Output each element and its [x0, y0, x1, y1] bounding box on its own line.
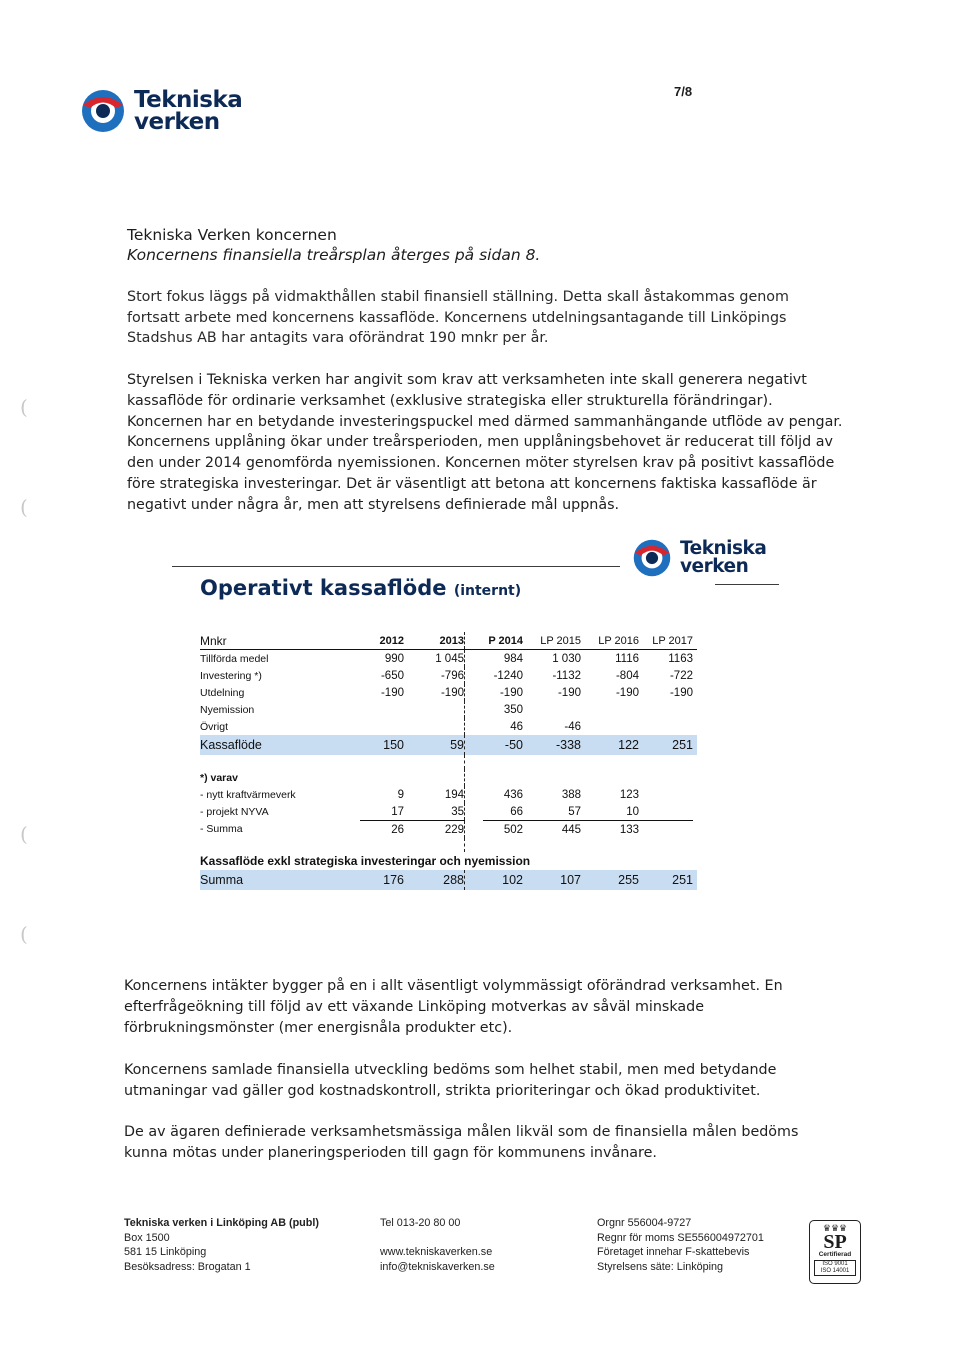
table-cell: -722: [669, 669, 693, 682]
scan-margin-mark: (: [20, 395, 28, 419]
table-cell: 1116: [615, 652, 639, 665]
column-header: LP 2016: [581, 632, 639, 650]
table-cell: 251: [639, 870, 693, 890]
row-label: - nytt kraftvärmeverk: [200, 788, 296, 801]
slide-logo-line-2: verken: [680, 556, 749, 577]
table-cell: -804: [615, 669, 639, 682]
footer-tax: Företaget innehar F-skattebevis: [597, 1246, 750, 1259]
table-cell: 10: [581, 803, 639, 821]
table-cell: [581, 769, 639, 786]
footer-address: [124, 1216, 319, 1274]
logo-mark-icon: [80, 88, 126, 134]
cert-mark: SP: [823, 1231, 847, 1253]
scan-margin-mark: (: [20, 822, 28, 846]
table-cell: [523, 769, 581, 786]
table-cell: [639, 718, 693, 735]
row-label: *) varav: [200, 771, 238, 784]
row-label: - projekt NYVA: [200, 805, 269, 818]
table-cell: [483, 769, 523, 786]
table-cell: 26: [391, 823, 404, 836]
company-logo: [80, 88, 242, 134]
logo-mark-icon: [632, 538, 672, 578]
paragraph-4: Koncernens samlade finansiella utveckling bedöms som helhet stabil, men med betydande utmaningar vad gäller god kostnadskontroll, strikta prioriteringar och ökad produktivitet.: [124, 1062, 777, 1099]
table-cell: 133: [619, 823, 639, 836]
table-cell: -190: [557, 686, 581, 699]
table-row: [200, 803, 697, 821]
paragraph-5: De av ägaren definierade verksamhetsmässiga målen likväl som de finansiella målen bedöms kunna mötas under planeringsperioden till gagn för kommunens invånare.: [124, 1124, 799, 1161]
cert-iso-box: [814, 1260, 856, 1276]
row-label: Nyemission: [200, 703, 255, 716]
sp-certification-badge: [809, 1220, 861, 1284]
footer-contact: [380, 1216, 495, 1274]
table-cell: 502: [503, 823, 523, 836]
logo-line-2: verken: [134, 109, 220, 135]
table-cell: [639, 821, 693, 839]
crown-icon: ♛♛♛: [822, 1223, 848, 1233]
table-cell: 102: [483, 870, 523, 890]
table-cell: -650: [380, 669, 404, 682]
table-cell: [404, 769, 465, 786]
table-cell: 123: [619, 788, 639, 801]
footer-company: Tekniska verken i Linköping AB (publ): [124, 1217, 319, 1229]
table-row: [200, 786, 697, 803]
summary-row: [200, 870, 697, 890]
table-cell: [360, 769, 404, 786]
table-cell: [639, 803, 693, 821]
table-row: [200, 718, 697, 735]
slide-logo-line-1: Tekniska: [680, 538, 767, 559]
table-cell: 1 030: [552, 652, 581, 665]
table-cell: -338: [523, 735, 581, 755]
table-cell: 59: [404, 735, 465, 755]
column-header: P 2014: [483, 632, 523, 650]
paragraph-2: Styrelsen i Tekniska verken har angivit som krav att verksamheten inte skall generera negativt kassaflöde för ordinarie verksamhet (exklusive strategiska eller strukturella förändringar). Koncernen har en betydande investeringspuckel med därmed sammanhängande utflöde av pengar. Koncernens upplåning ökar under treårsperioden, men upplåningsbehovet är reducerat till följd av den under 2014 genomförda nyemissionen. Koncernen möter styrelsen krav på positivt kassaflöde före strategiska investeringar. Det är väsentligt att betona att koncernens faktiska kassaflöde är negativt under några år, men att styrelsens definierade mål uppnås.: [127, 372, 843, 513]
scan-margin-mark: (: [20, 495, 28, 519]
footer-orgnr: Orgnr 556004-9727: [597, 1217, 692, 1229]
paragraph-3: Koncernens intäkter bygger på en i allt väsentligt volymmässigt oförändrad verksamhet. En efterfrågeökning till följd av ett växande Linköping motverkas av såväl minskade förbrukningsmönster (mer energisnåla produkter etc).: [124, 978, 783, 1036]
table-row: [200, 735, 697, 755]
heading-title: Tekniska Verken koncernen: [127, 226, 337, 244]
row-label: - Summa: [200, 823, 243, 836]
table-cell: [639, 786, 693, 803]
table-cell: [404, 718, 465, 735]
table-row: [200, 650, 697, 668]
row-label: Övrigt: [200, 720, 229, 733]
column-header: 2013: [404, 632, 465, 650]
table-row: [200, 769, 697, 786]
table-cell: -1132: [552, 669, 581, 682]
section-heading: [127, 226, 540, 264]
table-cell: 150: [360, 735, 404, 755]
table-cell: -190: [440, 686, 464, 699]
paragraph-1: Stort fokus läggs på vidmakthållen stabil finansiell ställning. Detta skall åstakommas genom fortsatt arbete med koncernens kassaflöde. Koncernens utdelningsantagande till Linköpings Stadshus AB har antagits vara oförändrat 190 mnkr per år.: [127, 289, 789, 346]
row-label: Investering *): [200, 669, 262, 682]
table-cell: 122: [581, 735, 639, 755]
table-cell: 194: [444, 788, 464, 801]
table-row: [200, 701, 697, 718]
footer-registration: [597, 1216, 764, 1274]
footer-city: 581 15 Linköping: [124, 1246, 207, 1259]
table-cell: [404, 701, 465, 718]
footer-vat: Regnr för moms SE556004972701: [597, 1231, 764, 1244]
table-cell: 1 045: [435, 652, 464, 665]
footer-website-link[interactable]: www.tekniskaverken.se: [380, 1246, 493, 1259]
table-cell: [523, 701, 581, 718]
footer-phone: Tel 013-20 80 00: [380, 1217, 461, 1229]
slide-rule: [172, 566, 620, 567]
table-cell: [639, 701, 693, 718]
logo-wordmark: [134, 89, 242, 133]
table-cell: 288: [404, 870, 465, 890]
table-cell: -190: [615, 686, 639, 699]
table-cell: 1163: [668, 652, 693, 665]
table-cell: 35: [404, 803, 465, 821]
page-number: 7/8: [674, 84, 693, 99]
table-cell: -190: [669, 686, 693, 699]
table-cell: 990: [384, 652, 404, 665]
column-header: LP 2015: [523, 632, 581, 650]
row-label: Summa: [200, 870, 360, 890]
table-cell: -190: [380, 686, 404, 699]
logo-line-1: Tekniska: [134, 87, 243, 113]
table-cell: 388: [561, 788, 581, 801]
table-cell: 350: [503, 703, 523, 716]
table-cell: 445: [561, 823, 581, 836]
cert-iso-14001: ISO 14001: [820, 1267, 850, 1274]
table-cell: 255: [581, 870, 639, 890]
table-cell: -190: [499, 686, 523, 699]
table-section-title-row: [200, 852, 697, 870]
table-cell: -1240: [493, 669, 523, 682]
scan-margin-mark: (: [20, 922, 28, 946]
footer-visit: Besöksadress: Brogatan 1: [124, 1260, 251, 1273]
table-cell: [581, 718, 639, 735]
slide-rule-right: [715, 584, 779, 585]
table-cell: 107: [523, 870, 581, 890]
table-cell: 46: [510, 720, 523, 733]
slide-title-suffix: (internt): [453, 583, 522, 599]
row-label: Tillförda medel: [200, 652, 269, 665]
table-cell: 984: [503, 652, 523, 665]
row-label: Utdelning: [200, 686, 245, 699]
slide-title-main: Operativt kassaflöde: [200, 576, 447, 600]
table-cell: 9: [397, 788, 404, 801]
section-title: Kassaflöde exkl strategiska investeringar och nyemission: [200, 854, 531, 868]
table-header-row: [200, 632, 697, 650]
slide-logo: [632, 538, 766, 578]
table-cell: 176: [360, 870, 404, 890]
cert-label: Certifierad: [818, 1251, 852, 1258]
table-row: [200, 821, 697, 839]
column-header: LP 2017: [639, 632, 693, 650]
table-cell: -796: [440, 669, 464, 682]
table-cell: 57: [523, 803, 581, 821]
cashflow-table: [200, 632, 697, 890]
slide-title: [200, 576, 521, 600]
row-label: Kassaflöde: [200, 735, 360, 755]
column-header: 2012: [360, 632, 404, 650]
table-cell: [360, 718, 404, 735]
table-row: [200, 684, 697, 701]
table-cell: 229: [444, 823, 464, 836]
table-row: [200, 667, 697, 684]
table-cell: [360, 701, 404, 718]
table-cell: [581, 701, 639, 718]
footer-seat: Styrelsens säte: Linköping: [597, 1260, 724, 1273]
table-cell: 436: [503, 788, 523, 801]
heading-subtitle: Koncernens finansiella treårsplan återges på sidan 8.: [127, 246, 541, 264]
column-header: Mnkr: [200, 632, 360, 650]
table-cell: 17: [360, 803, 404, 821]
table-cell: 251: [639, 735, 693, 755]
table-cell: -50: [483, 735, 523, 755]
cert-iso-9001: ISO 9001: [822, 1260, 848, 1267]
table-cell: -46: [564, 720, 581, 733]
table-cell: [639, 769, 693, 786]
table-cell: 66: [483, 803, 523, 821]
footer-email-link[interactable]: info@tekniskaverken.se: [380, 1260, 495, 1273]
slide-logo-wordmark: [680, 540, 766, 576]
footer-box: Box 1500: [124, 1231, 170, 1244]
